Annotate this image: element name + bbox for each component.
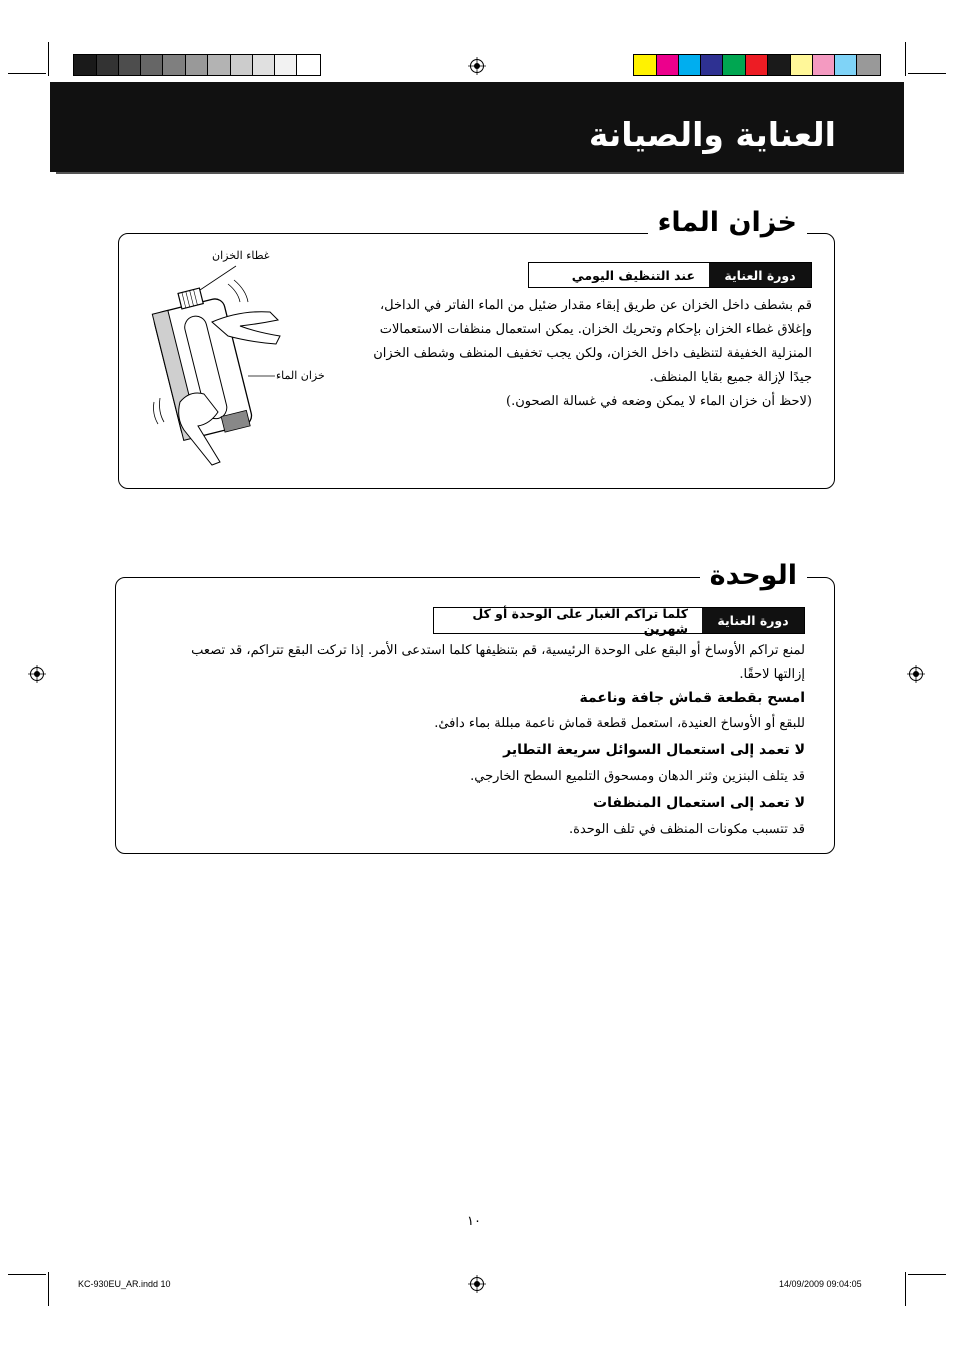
text-line: إزالتها لاحقًا. — [739, 667, 805, 682]
unit-item-heading: امسح بقطعة قماش جافة وناعمة — [579, 690, 805, 706]
registration-mark-icon — [28, 665, 46, 683]
care-cycle-value: كلما تراكم الغبار على الوحدة أو كل شهرين — [434, 608, 702, 633]
color-swatch — [657, 55, 679, 75]
unit-item-text: قد يتلف البنزين وثنر الدهان ومسحوق التلميع السطح الخارجي. — [470, 769, 805, 784]
text-line: وإغلاق غطاء الخزان بإحكام وتحريك الخزان. يمكن استعمال منظفات الاستعمالات — [379, 322, 812, 337]
color-swatch — [835, 55, 857, 75]
water-tank-care-tag — [528, 262, 812, 288]
unit-item-text: قد تتسبب مكونات المنظف في تلف الوحدة. — [569, 822, 805, 837]
water-tank-label: خزان الماء — [276, 369, 325, 382]
unit-intro — [135, 639, 805, 687]
gray-swatch — [141, 55, 163, 75]
text-line: المنزلية الخفيفة لتنظيف داخل الخزان، ولكن يجب تخفيف المنظف وشطف الخزان — [373, 346, 812, 361]
text-line: (لاحظ أن خزان الماء لا يمكن وضعه في غسالة الصحون.) — [506, 394, 812, 409]
text-line: جيدًا لإزالة جميع بقايا المنظف. — [649, 370, 812, 385]
color-swatch — [723, 55, 746, 75]
color-swatch — [768, 55, 791, 75]
text-line: لمنع تراكم الأوساخ أو البقع على الوحدة الرئيسية، قم بتنظيفها كلما استدعى الأمر. إذا تركت البقع تتراكم، قد تصعب — [191, 643, 805, 658]
unit-item-heading: لا تعمد إلى استعمال المنظفات — [593, 795, 805, 811]
gray-swatch — [297, 55, 320, 75]
gray-swatch — [186, 55, 208, 75]
care-cycle-label: دورة العناية — [709, 263, 811, 287]
registration-mark-icon — [468, 57, 486, 75]
care-cycle-value: عند التنظيف اليومي — [529, 263, 709, 287]
color-swatch — [791, 55, 813, 75]
gray-swatch — [163, 55, 186, 75]
care-cycle-label: دورة العناية — [702, 608, 804, 633]
gray-swatch — [97, 55, 119, 75]
color-swatch — [813, 55, 836, 75]
process-color-bar — [633, 54, 881, 76]
grayscale-color-bar — [73, 54, 321, 76]
footer-timestamp: 14/09/2009 09:04:05 — [779, 1279, 862, 1289]
gray-swatch — [231, 55, 253, 75]
registration-mark-icon — [907, 665, 925, 683]
gray-swatch — [208, 55, 231, 75]
gray-swatch — [275, 55, 297, 75]
color-swatch — [746, 55, 768, 75]
footer-filename: KC-930EU_AR.indd 10 — [78, 1279, 171, 1289]
unit-item-heading: لا تعمد إلى استعمال السوائل سريعة التطاير — [503, 742, 805, 758]
unit-title: الوحدة — [700, 559, 807, 593]
tank-shaking-illustration — [140, 262, 330, 467]
text-line: قم بشطف داخل الخزان عن طريق إبقاء مقدار ضئيل من الماء الفاتر في الداخل، — [379, 298, 812, 313]
gray-swatch — [74, 55, 97, 75]
tank-cap-label: غطاء الخزان — [212, 249, 270, 262]
page-header — [50, 82, 904, 172]
color-swatch — [857, 55, 880, 75]
page-number: ١٠ — [467, 1214, 481, 1229]
page-title: العناية والصيانة — [588, 114, 836, 154]
water-tank-title: خزان الماء — [648, 206, 807, 240]
gray-swatch — [119, 55, 142, 75]
registration-mark-icon — [468, 1275, 486, 1293]
unit-item-text: للبقع أو الأوساخ العنيدة، استعمل قطعة قماش ناعمة مبللة بماء دافئ. — [434, 716, 805, 731]
color-swatch — [634, 55, 657, 75]
gray-swatch — [253, 55, 276, 75]
unit-care-tag — [433, 607, 805, 634]
color-swatch — [679, 55, 702, 75]
water-tank-instructions — [342, 294, 812, 414]
color-swatch — [701, 55, 723, 75]
